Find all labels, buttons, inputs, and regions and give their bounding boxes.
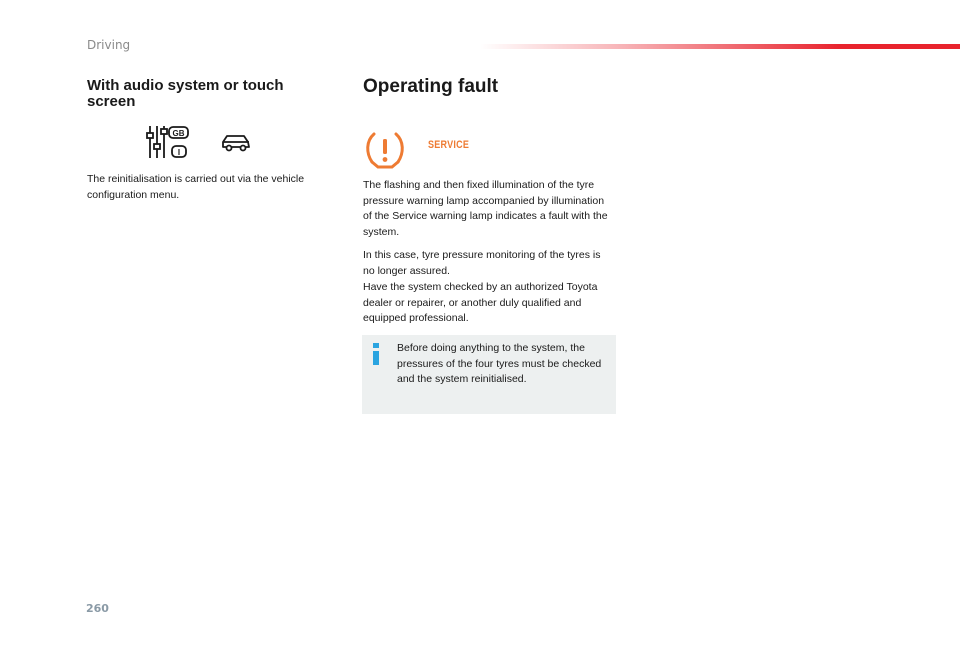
- service-warning-label: SERVICE: [428, 139, 470, 151]
- info-note-box: [362, 335, 616, 414]
- fault-description-text: The flashing and then fixed illumination of the tyre pressure warning lamp accompanied by illumination of the Service warning lamp indicates a fault with the system.: [363, 179, 608, 238]
- info-note-text: Before doing anything to the system, the pressures of the four tyres must be checked and the system reinitialised.: [397, 342, 602, 385]
- reinitialisation-text: The reinitialisation is carried out via the vehicle configuration menu.: [87, 173, 305, 201]
- heading-audio-system: With audio system or touch screen: [87, 77, 284, 110]
- page-number: 260: [86, 602, 109, 615]
- language-badge-gb: GB: [172, 129, 185, 138]
- settings-sliders-icon: [146, 124, 192, 165]
- header-accent-bar: [480, 44, 960, 49]
- info-icon: [369, 343, 383, 370]
- vehicle-icon: [220, 132, 252, 159]
- heading-operating-fault: Operating fault: [363, 76, 499, 97]
- language-badge-i: I: [177, 148, 181, 157]
- tyre-pressure-warning-icon: [364, 131, 406, 174]
- monitoring-text: In this case, tyre pressure monitoring of the tyres is no longer assured.: [363, 249, 601, 277]
- dealer-check-text: Have the system checked by an authorized Toyota dealer or repairer, or another duly qualified and equipped professional.: [363, 281, 598, 324]
- section-title: Driving: [87, 38, 131, 52]
